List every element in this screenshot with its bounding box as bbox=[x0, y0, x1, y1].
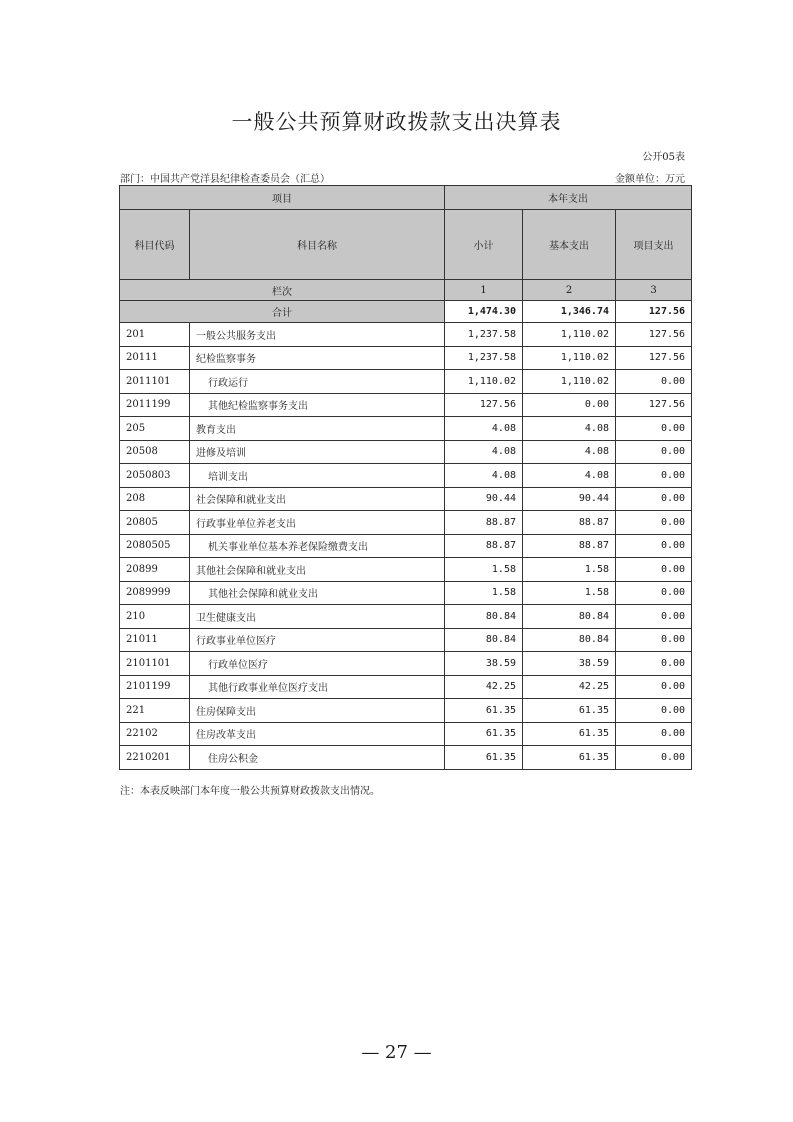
row-subtotal: 61.35 bbox=[445, 722, 523, 746]
row-project: 0.00 bbox=[616, 511, 692, 535]
table-row bbox=[120, 746, 692, 770]
table-row bbox=[120, 393, 692, 417]
row-code: 2050803 bbox=[120, 464, 190, 488]
row-name: 教育支出 bbox=[190, 417, 445, 441]
row-subtotal: 1,237.58 bbox=[445, 346, 523, 370]
row-code: 21011 bbox=[120, 628, 190, 652]
row-project: 0.00 bbox=[616, 722, 692, 746]
row-basic: 42.25 bbox=[523, 675, 616, 699]
row-code: 210 bbox=[120, 605, 190, 629]
row-basic: 61.35 bbox=[523, 699, 616, 723]
header-name: 科目名称 bbox=[190, 210, 445, 280]
row-subtotal: 4.08 bbox=[445, 464, 523, 488]
row-name: 其他纪检监察事务支出 bbox=[190, 393, 445, 417]
row-project: 127.56 bbox=[616, 393, 692, 417]
row-basic: 4.08 bbox=[523, 464, 616, 488]
row-name: 行政单位医疗 bbox=[190, 652, 445, 676]
table-row bbox=[120, 440, 692, 464]
row-name: 其他社会保障和就业支出 bbox=[190, 581, 445, 605]
table-row bbox=[120, 722, 692, 746]
table-row bbox=[120, 511, 692, 535]
row-subtotal: 80.84 bbox=[445, 605, 523, 629]
row-code: 208 bbox=[120, 487, 190, 511]
row-project: 0.00 bbox=[616, 605, 692, 629]
table-row bbox=[120, 652, 692, 676]
row-subtotal: 4.08 bbox=[445, 440, 523, 464]
total-basic: 1,346.74 bbox=[523, 301, 616, 323]
row-name: 其他社会保障和就业支出 bbox=[190, 558, 445, 582]
row-basic: 88.87 bbox=[523, 511, 616, 535]
row-project: 0.00 bbox=[616, 558, 692, 582]
row-project: 0.00 bbox=[616, 417, 692, 441]
row-basic: 38.59 bbox=[523, 652, 616, 676]
row-basic: 1,110.02 bbox=[523, 370, 616, 394]
row-basic: 4.08 bbox=[523, 417, 616, 441]
row-basic: 0.00 bbox=[523, 393, 616, 417]
row-project: 0.00 bbox=[616, 699, 692, 723]
row-code: 2080505 bbox=[120, 534, 190, 558]
row-code: 20805 bbox=[120, 511, 190, 535]
row-name: 住房改革支出 bbox=[190, 722, 445, 746]
row-project: 0.00 bbox=[616, 652, 692, 676]
row-project: 127.56 bbox=[616, 346, 692, 370]
row-subtotal: 1.58 bbox=[445, 581, 523, 605]
row-project: 0.00 bbox=[616, 675, 692, 699]
table-row bbox=[120, 675, 692, 699]
row-name: 其他行政事业单位医疗支出 bbox=[190, 675, 445, 699]
row-basic: 88.87 bbox=[523, 534, 616, 558]
table-row bbox=[120, 464, 692, 488]
row-subtotal: 88.87 bbox=[445, 534, 523, 558]
page-title: 一般公共预算财政拨款支出决算表 bbox=[231, 110, 562, 134]
row-basic: 61.35 bbox=[523, 722, 616, 746]
total-subtotal: 1,474.30 bbox=[445, 301, 523, 323]
total-row bbox=[120, 301, 692, 323]
row-subtotal: 61.35 bbox=[445, 746, 523, 770]
header-subtotal: 小计 bbox=[445, 210, 523, 280]
table-row bbox=[120, 370, 692, 394]
row-basic: 1,110.02 bbox=[523, 346, 616, 370]
row-name: 住房保障支出 bbox=[190, 699, 445, 723]
header-basic: 基本支出 bbox=[523, 210, 616, 280]
row-name: 住房公积金 bbox=[190, 746, 445, 770]
total-label: 合计 bbox=[120, 301, 445, 323]
table-row bbox=[120, 417, 692, 441]
table-row bbox=[120, 323, 692, 347]
row-basic: 1,110.02 bbox=[523, 323, 616, 347]
row-basic: 80.84 bbox=[523, 628, 616, 652]
row-subtotal: 80.84 bbox=[445, 628, 523, 652]
row-basic: 1.58 bbox=[523, 581, 616, 605]
row-name: 行政事业单位养老支出 bbox=[190, 511, 445, 535]
footnote: 注：本表反映部门本年度一般公共预算财政拨款支出情况。 bbox=[120, 786, 380, 797]
row-code: 22102 bbox=[120, 722, 190, 746]
row-name: 进修及培训 bbox=[190, 440, 445, 464]
table-row bbox=[120, 628, 692, 652]
row-basic: 1.58 bbox=[523, 558, 616, 582]
row-subtotal: 1,110.02 bbox=[445, 370, 523, 394]
row-basic: 4.08 bbox=[523, 440, 616, 464]
header-col2: 2 bbox=[523, 280, 616, 301]
row-code: 221 bbox=[120, 699, 190, 723]
table-row bbox=[120, 699, 692, 723]
row-code: 2011101 bbox=[120, 370, 190, 394]
row-name: 行政运行 bbox=[190, 370, 445, 394]
row-code: 205 bbox=[120, 417, 190, 441]
table-row bbox=[120, 605, 692, 629]
table-row bbox=[120, 346, 692, 370]
table-row bbox=[120, 487, 692, 511]
expenditure-table bbox=[119, 185, 692, 770]
row-name: 培训支出 bbox=[190, 464, 445, 488]
row-project: 127.56 bbox=[616, 323, 692, 347]
table-row bbox=[120, 534, 692, 558]
row-subtotal: 1.58 bbox=[445, 558, 523, 582]
row-name: 纪检监察事务 bbox=[190, 346, 445, 370]
header-code: 科目代码 bbox=[120, 210, 190, 280]
header-col1: 1 bbox=[445, 280, 523, 301]
row-basic: 80.84 bbox=[523, 605, 616, 629]
header-current-year: 本年支出 bbox=[445, 186, 692, 210]
row-name: 机关事业单位基本养老保险缴费支出 bbox=[190, 534, 445, 558]
table-number: 公开05表 bbox=[642, 152, 685, 163]
header-item: 项目 bbox=[120, 186, 445, 210]
row-subtotal: 42.25 bbox=[445, 675, 523, 699]
row-project: 0.00 bbox=[616, 487, 692, 511]
row-name: 行政事业单位医疗 bbox=[190, 628, 445, 652]
row-subtotal: 127.56 bbox=[445, 393, 523, 417]
row-code: 2089999 bbox=[120, 581, 190, 605]
row-project: 0.00 bbox=[616, 464, 692, 488]
row-code: 2011199 bbox=[120, 393, 190, 417]
row-code: 2101199 bbox=[120, 675, 190, 699]
row-name: 社会保障和就业支出 bbox=[190, 487, 445, 511]
amount-unit: 金额单位：万元 bbox=[615, 174, 685, 185]
row-basic: 61.35 bbox=[523, 746, 616, 770]
row-project: 0.00 bbox=[616, 581, 692, 605]
header-col3: 3 bbox=[616, 280, 692, 301]
row-code: 201 bbox=[120, 323, 190, 347]
row-subtotal: 90.44 bbox=[445, 487, 523, 511]
row-subtotal: 38.59 bbox=[445, 652, 523, 676]
row-code: 2101101 bbox=[120, 652, 190, 676]
row-project: 0.00 bbox=[616, 534, 692, 558]
header-project: 项目支出 bbox=[616, 210, 692, 280]
row-code: 20508 bbox=[120, 440, 190, 464]
row-code: 20111 bbox=[120, 346, 190, 370]
row-basic: 90.44 bbox=[523, 487, 616, 511]
row-project: 0.00 bbox=[616, 370, 692, 394]
page-number: — 27 — bbox=[361, 1042, 432, 1063]
row-name: 一般公共服务支出 bbox=[190, 323, 445, 347]
row-project: 0.00 bbox=[616, 440, 692, 464]
table-row bbox=[120, 558, 692, 582]
department-label: 部门：中国共产党洋县纪律检查委员会（汇总） bbox=[120, 174, 330, 185]
header-column-label: 栏次 bbox=[120, 280, 445, 301]
row-code: 20899 bbox=[120, 558, 190, 582]
row-name: 卫生健康支出 bbox=[190, 605, 445, 629]
row-subtotal: 1,237.58 bbox=[445, 323, 523, 347]
table-row bbox=[120, 581, 692, 605]
row-code: 2210201 bbox=[120, 746, 190, 770]
row-subtotal: 88.87 bbox=[445, 511, 523, 535]
row-subtotal: 61.35 bbox=[445, 699, 523, 723]
total-project: 127.56 bbox=[616, 301, 692, 323]
row-subtotal: 4.08 bbox=[445, 417, 523, 441]
row-project: 0.00 bbox=[616, 628, 692, 652]
row-project: 0.00 bbox=[616, 746, 692, 770]
